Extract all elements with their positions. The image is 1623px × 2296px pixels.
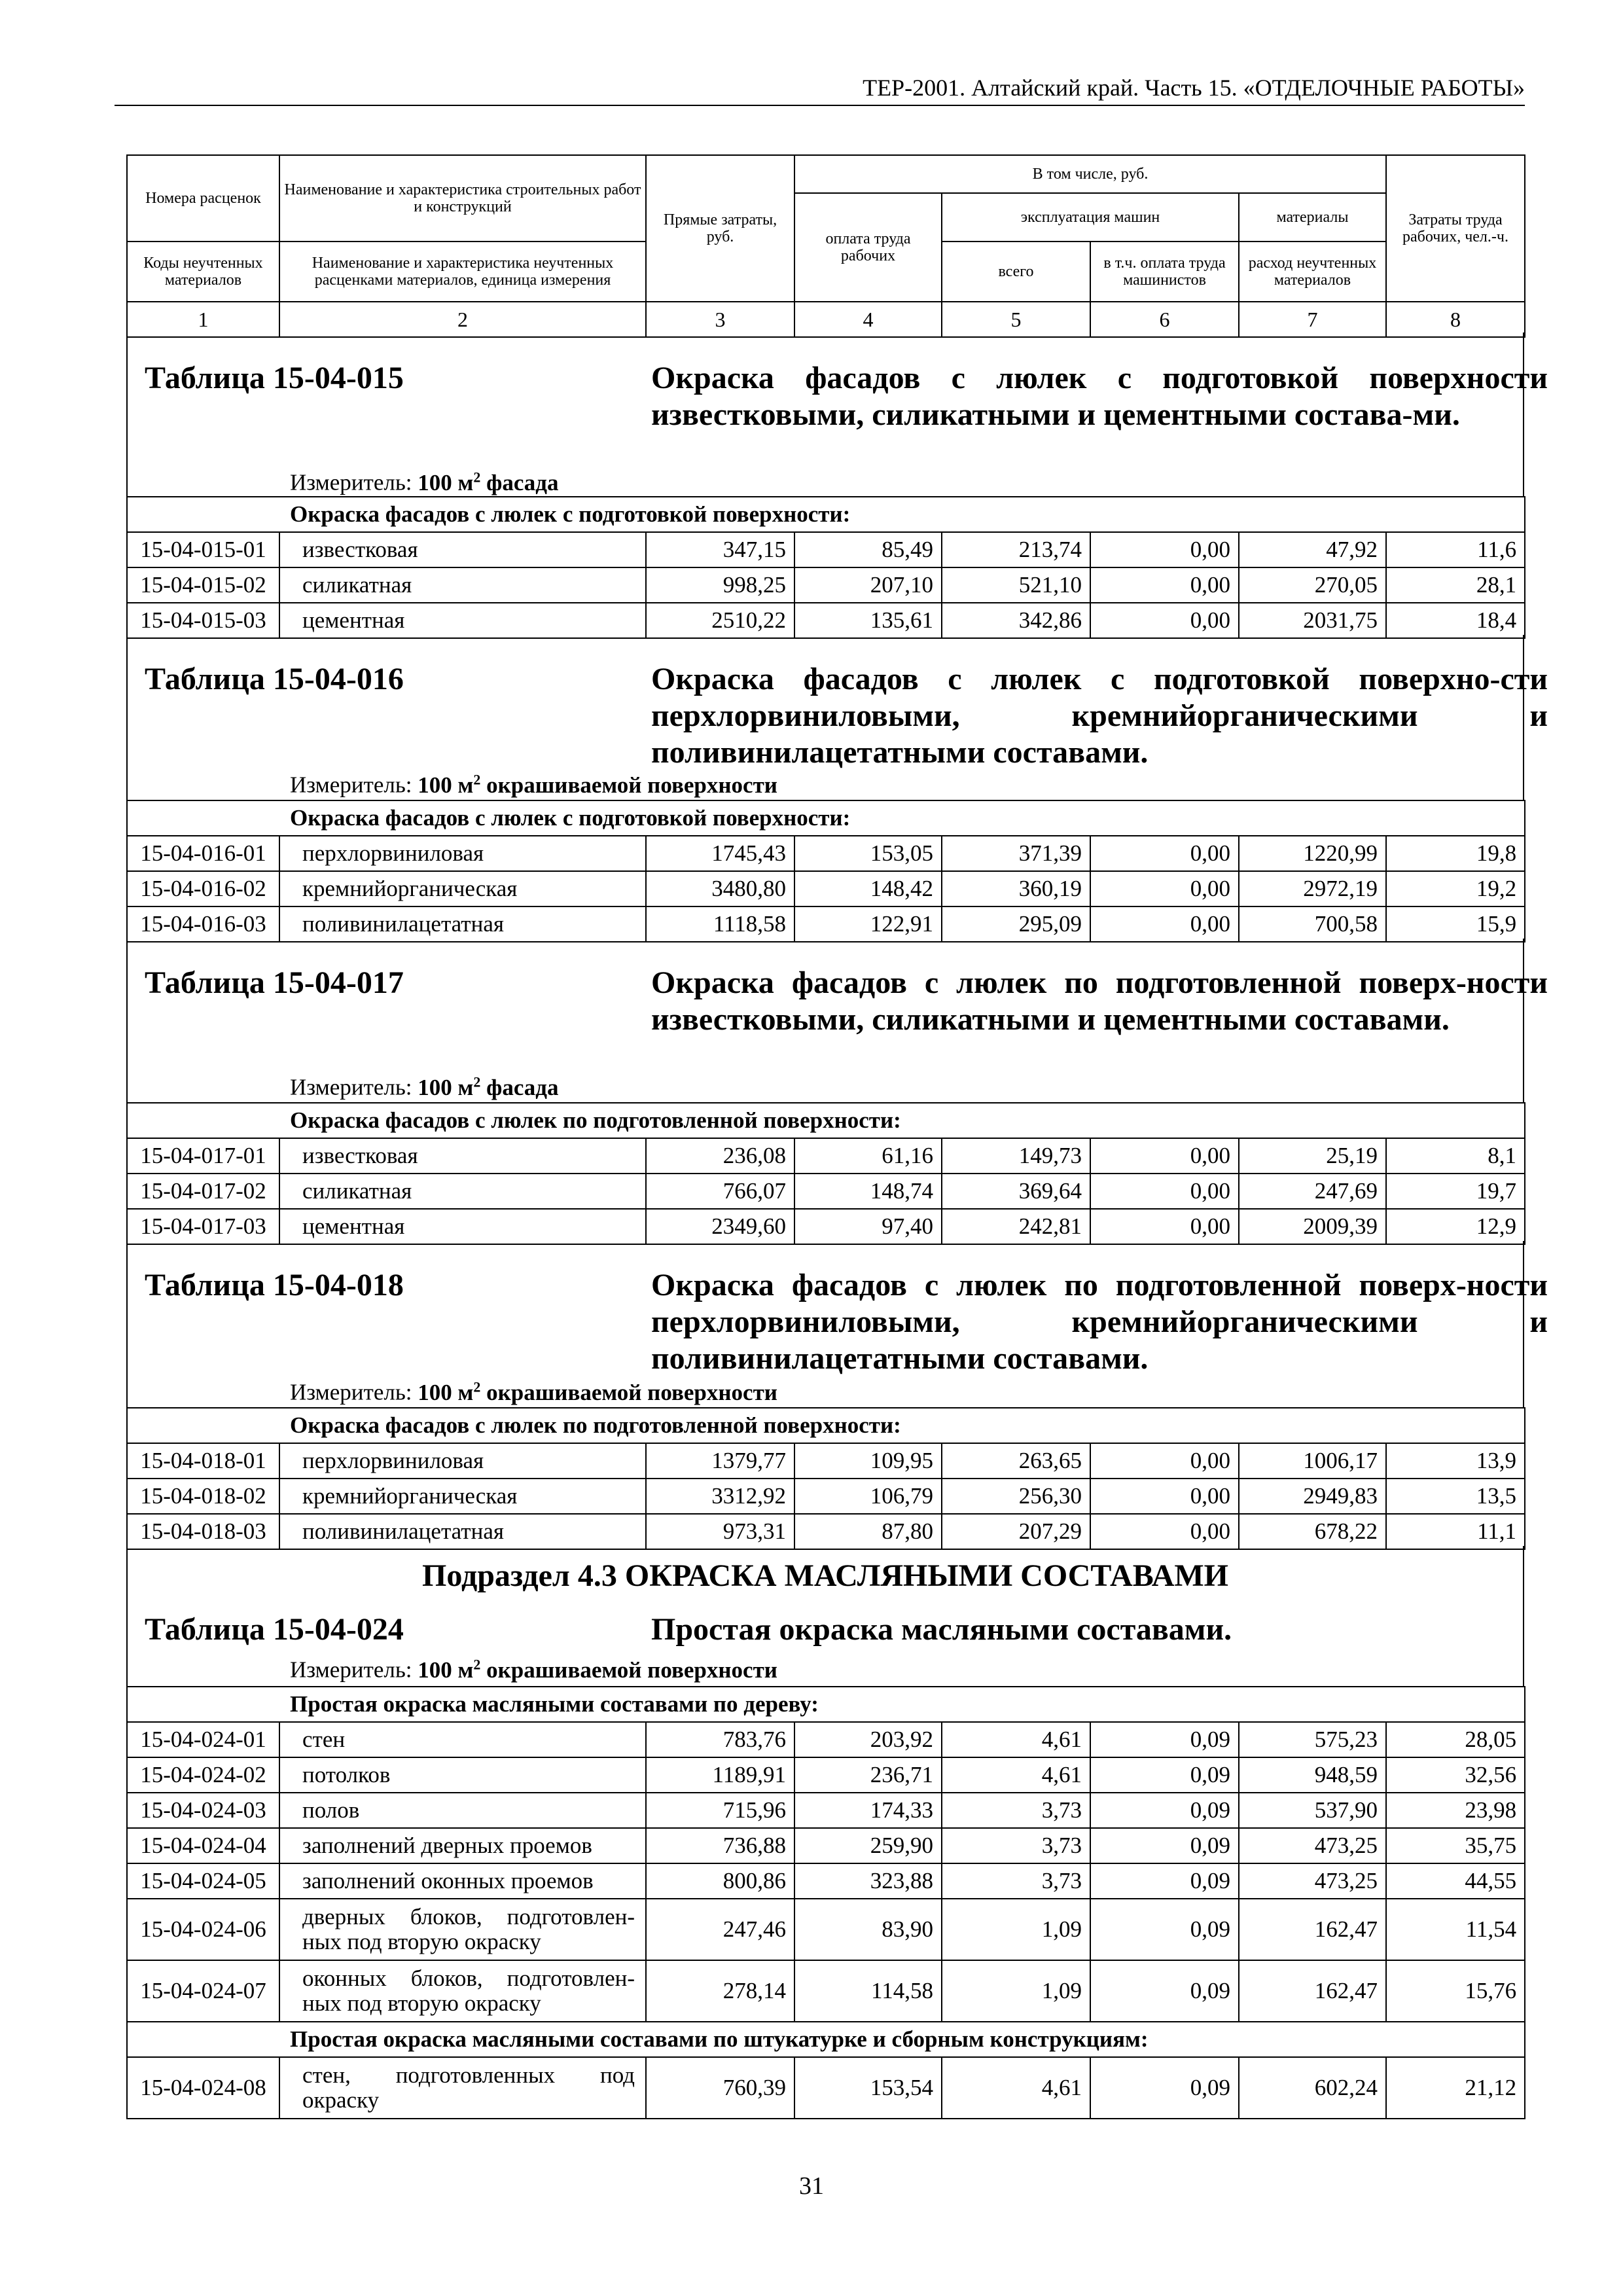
direct-costs: 715,96 [646, 1793, 794, 1828]
table-row [127, 567, 1525, 603]
rate-code: 15-04-017-01 [127, 1138, 279, 1174]
rate-name: силикатная [279, 1174, 646, 1209]
labor-pay: 97,40 [794, 1209, 942, 1244]
direct-costs: 2349,60 [646, 1209, 794, 1244]
rate-code: 15-04-015-02 [127, 567, 279, 603]
machine-total: 4,61 [942, 1722, 1090, 1757]
header-machine-total: всего [942, 242, 1090, 302]
rates-table [126, 496, 1525, 639]
table-title: Простая окраска масляными составами. [651, 1612, 1232, 1647]
table-row [127, 871, 1525, 906]
direct-costs: 1745,43 [646, 836, 794, 871]
machine-total: 342,86 [942, 603, 1090, 638]
rate-name: поливинилацетатная [279, 906, 646, 942]
subheader: Окраска фасадов с люлек с подготовкой поверхности: [127, 497, 1525, 532]
labor-cost: 13,5 [1386, 1479, 1525, 1514]
materials: 25,19 [1239, 1138, 1386, 1174]
materials: 270,05 [1239, 567, 1386, 603]
labor-pay: 236,71 [794, 1757, 942, 1793]
rate-name: цементная [279, 1209, 646, 1244]
col-number: 7 [1239, 302, 1386, 337]
labor-pay: 87,80 [794, 1514, 942, 1549]
labor-pay: 106,79 [794, 1479, 942, 1514]
machine-total: 207,29 [942, 1514, 1090, 1549]
direct-costs: 1118,58 [646, 906, 794, 942]
labor-pay: 85,49 [794, 532, 942, 567]
table-row [127, 603, 1525, 638]
machine-total: 369,64 [942, 1174, 1090, 1209]
header-material-names: Наименование и характеристика неучтенных расценками материалов, единица измерения [279, 242, 646, 302]
rate-code: 15-04-024-02 [127, 1757, 279, 1793]
rate-name: силикатная [279, 567, 646, 603]
materials: 1006,17 [1239, 1443, 1386, 1479]
table-meter: Измеритель: 100 $м^2$ фасада [290, 1073, 559, 1100]
materials: 162,47 [1239, 1899, 1386, 1960]
table-row [127, 1899, 1525, 1960]
materials: 47,92 [1239, 532, 1386, 567]
table-section [126, 939, 1548, 1102]
rate-code: 15-04-024-01 [127, 1722, 279, 1757]
rate-name: известковая [279, 532, 646, 567]
rate-name: стен [279, 1722, 646, 1757]
labor-cost: 44,55 [1386, 1863, 1525, 1899]
direct-costs: 736,88 [646, 1828, 794, 1863]
labor-pay: 135,61 [794, 603, 942, 638]
table-label: Таблица 15-04-016 [145, 662, 404, 696]
labor-cost: 19,8 [1386, 836, 1525, 871]
machinist-pay: 0,09 [1090, 1722, 1239, 1757]
direct-costs: 766,07 [646, 1174, 794, 1209]
table-title: Окраска фасадов с люлек по подготовленной поверх-ности перхлорвиниловыми, кремнийорганическими и поливинилацетатными составами. [651, 1268, 1548, 1376]
table-section [126, 332, 1548, 496]
machinist-pay: 0,00 [1090, 567, 1239, 603]
rates-table [126, 800, 1525, 942]
machinist-pay: 0,00 [1090, 1209, 1239, 1244]
rate-name: известковая [279, 1138, 646, 1174]
machine-total: 263,65 [942, 1443, 1090, 1479]
rate-name: кремнийорганическая [279, 1479, 646, 1514]
machinist-pay: 0,00 [1090, 603, 1239, 638]
rates-table [126, 1407, 1525, 1550]
header-unaccounted-materials: расход неучтенных материалов [1239, 242, 1386, 302]
machinist-pay: 0,00 [1090, 906, 1239, 942]
header-labor-pay: оплата труда рабочих [794, 193, 942, 302]
machine-total: 242,81 [942, 1209, 1090, 1244]
labor-cost: 12,9 [1386, 1209, 1525, 1244]
table-row [127, 1443, 1525, 1479]
rate-name: кремнийорганическая [279, 871, 646, 906]
rate-code: 15-04-018-03 [127, 1514, 279, 1549]
machinist-pay: 0,00 [1090, 836, 1239, 871]
materials: 247,69 [1239, 1174, 1386, 1209]
direct-costs: 236,08 [646, 1138, 794, 1174]
direct-costs: 3480,80 [646, 871, 794, 906]
rate-name: потолков [279, 1757, 646, 1793]
header-rate-numbers: Номера расценок [127, 155, 279, 242]
machinist-pay: 0,00 [1090, 1443, 1239, 1479]
header-materials: материалы [1239, 193, 1386, 242]
machine-total: 360,19 [942, 871, 1090, 906]
rate-code: 15-04-017-02 [127, 1174, 279, 1209]
materials: 537,90 [1239, 1793, 1386, 1828]
labor-cost: 21,12 [1386, 2057, 1525, 2119]
rate-code: 15-04-024-06 [127, 1899, 279, 1960]
labor-cost: 11,54 [1386, 1899, 1525, 1960]
machine-total: 295,09 [942, 906, 1090, 942]
subheader: Окраска фасадов с люлек с подготовкой поверхности: [127, 800, 1525, 836]
machinist-pay: 0,00 [1090, 1479, 1239, 1514]
col-number: 8 [1386, 302, 1525, 337]
rate-name: заполнений оконных проемов [279, 1863, 646, 1899]
labor-pay: 153,54 [794, 2057, 942, 2119]
header-direct-costs: Прямые затраты, руб. [646, 155, 794, 302]
table-meter: Измеритель: 100 $м^2$ окрашиваемой поверхности [290, 1378, 777, 1405]
rate-name: заполнений дверных проемов [279, 1828, 646, 1863]
table-row [127, 1793, 1525, 1828]
direct-costs: 973,31 [646, 1514, 794, 1549]
machine-total: 371,39 [942, 836, 1090, 871]
materials: 2031,75 [1239, 603, 1386, 638]
rate-code: 15-04-016-03 [127, 906, 279, 942]
materials: 700,58 [1239, 906, 1386, 942]
rate-code: 15-04-024-08 [127, 2057, 279, 2119]
table-row [127, 1863, 1525, 1899]
col-number: 4 [794, 302, 942, 337]
labor-pay: 323,88 [794, 1863, 942, 1899]
rate-name: оконных блоков, подготовлен-ных под вторую окраску [279, 1960, 646, 2022]
machinist-pay: 0,09 [1090, 1863, 1239, 1899]
rate-code: 15-04-016-01 [127, 836, 279, 871]
subheader: Окраска фасадов с люлек по подготовленной поверхности: [127, 1103, 1525, 1138]
machine-total: 521,10 [942, 567, 1090, 603]
labor-pay: 61,16 [794, 1138, 942, 1174]
table-row [127, 532, 1525, 567]
materials: 948,59 [1239, 1757, 1386, 1793]
materials: 2949,83 [1239, 1479, 1386, 1514]
labor-pay: 148,74 [794, 1174, 942, 1209]
header-material-codes: Коды неучтенных материалов [127, 242, 279, 302]
rate-code: 15-04-024-03 [127, 1793, 279, 1828]
machine-total: 256,30 [942, 1479, 1090, 1514]
labor-cost: 8,1 [1386, 1138, 1525, 1174]
machinist-pay: 0,09 [1090, 1899, 1239, 1960]
labor-pay: 153,05 [794, 836, 942, 871]
materials: 678,22 [1239, 1514, 1386, 1549]
rate-name: полов [279, 1793, 646, 1828]
labor-cost: 28,1 [1386, 567, 1525, 603]
table-row [127, 836, 1525, 871]
rate-code: 15-04-018-02 [127, 1479, 279, 1514]
rates-table [126, 1686, 1525, 2119]
table-label: Таблица 15-04-017 [145, 965, 404, 1000]
table-label: Таблица 15-04-015 [145, 361, 404, 395]
table-row [127, 906, 1525, 942]
table-title: Окраска фасадов с люлек с подготовкой поверхности известковыми, силикатными и цементными состава-ми. [651, 361, 1548, 432]
table-row [127, 1479, 1525, 1514]
table-row [127, 1174, 1525, 1209]
machinist-pay: 0,00 [1090, 1174, 1239, 1209]
machinist-pay: 0,09 [1090, 1960, 1239, 2022]
table-row [127, 1722, 1525, 1757]
direct-costs: 800,86 [646, 1863, 794, 1899]
direct-costs: 278,14 [646, 1960, 794, 2022]
rate-code: 15-04-015-03 [127, 603, 279, 638]
machine-total: 1,09 [942, 1960, 1090, 2022]
labor-pay: 122,91 [794, 906, 942, 942]
subheader: Простая окраска масляными составами по штукатурке и сборным конструкциям: [127, 2022, 1525, 2057]
machinist-pay: 0,00 [1090, 532, 1239, 567]
machinist-pay: 0,09 [1090, 2057, 1239, 2119]
col-number: 1 [127, 302, 279, 337]
header-including: В том числе, руб. [794, 155, 1386, 193]
col-number: 5 [942, 302, 1090, 337]
header-machine-ops: эксплуатация машин [942, 193, 1239, 242]
materials: 162,47 [1239, 1960, 1386, 2022]
labor-cost: 11,6 [1386, 532, 1525, 567]
machinist-pay: 0,09 [1090, 1828, 1239, 1863]
rate-name: цементная [279, 603, 646, 638]
table-row [127, 1828, 1525, 1863]
machine-total: 213,74 [942, 532, 1090, 567]
materials: 2972,19 [1239, 871, 1386, 906]
table-row [127, 1757, 1525, 1793]
materials: 575,23 [1239, 1722, 1386, 1757]
labor-pay: 83,90 [794, 1899, 942, 1960]
labor-cost: 19,2 [1386, 871, 1525, 906]
machine-total: 4,61 [942, 2057, 1090, 2119]
direct-costs: 247,46 [646, 1899, 794, 1960]
table-row [127, 1960, 1525, 2022]
labor-cost: 15,9 [1386, 906, 1525, 942]
labor-pay: 109,95 [794, 1443, 942, 1479]
running-head: ТЕР-2001. Алтайский край. Часть 15. «ОТДЕЛОЧНЫЕ РАБОТЫ» [115, 73, 1525, 106]
rate-name: перхлорвиниловая [279, 836, 646, 871]
table-label: Таблица 15-04-024 [145, 1612, 404, 1647]
table-section [126, 635, 1548, 800]
subsection-title: Подраздел 4.3 ОКРАСКА МАСЛЯНЫМИ СОСТАВАМИ [421, 1558, 1228, 1593]
labor-cost: 19,7 [1386, 1174, 1525, 1209]
materials: 1220,99 [1239, 836, 1386, 871]
labor-pay: 259,90 [794, 1828, 942, 1863]
header-labor-cost: Затраты труда рабочих, чел.-ч. [1386, 155, 1525, 302]
rate-code: 15-04-017-03 [127, 1209, 279, 1244]
table-section [126, 1241, 1548, 1407]
table-row [127, 1209, 1525, 1244]
table-section [126, 1546, 1524, 1686]
table-title: Окраска фасадов с люлек с подготовкой поверхно-сти перхлорвиниловыми, кремнийорганическими и поливинилацетатными составами. [651, 662, 1548, 770]
subheader: Окраска фасадов с люлек по подготовленной поверхности: [127, 1408, 1525, 1443]
table-meter: Измеритель: 100 $м^2$ окрашиваемой поверхности [290, 1656, 777, 1683]
machinist-pay: 0,09 [1090, 1793, 1239, 1828]
direct-costs: 1189,91 [646, 1757, 794, 1793]
direct-costs: 760,39 [646, 2057, 794, 2119]
table-meter: Измеритель: 100 $м^2$ окрашиваемой поверхности [290, 771, 777, 798]
machine-total: 1,09 [942, 1899, 1090, 1960]
direct-costs: 1379,77 [646, 1443, 794, 1479]
labor-pay: 148,42 [794, 871, 942, 906]
table-meter: Измеритель: 100 $м^2$ фасада [290, 469, 559, 495]
rates-table [126, 1102, 1525, 1245]
machine-total: 3,73 [942, 1828, 1090, 1863]
labor-cost: 35,75 [1386, 1828, 1525, 1863]
machinist-pay: 0,00 [1090, 871, 1239, 906]
materials: 2009,39 [1239, 1209, 1386, 1244]
direct-costs: 998,25 [646, 567, 794, 603]
labor-pay: 174,33 [794, 1793, 942, 1828]
header-machinist-pay: в т.ч. оплата труда машинистов [1090, 242, 1239, 302]
direct-costs: 2510,22 [646, 603, 794, 638]
materials: 602,24 [1239, 2057, 1386, 2119]
rate-name: перхлорвиниловая [279, 1443, 646, 1479]
labor-cost: 18,4 [1386, 603, 1525, 638]
table-row [127, 1514, 1525, 1549]
materials: 473,25 [1239, 1863, 1386, 1899]
rate-code: 15-04-024-05 [127, 1863, 279, 1899]
rate-name: поливинилацетатная [279, 1514, 646, 1549]
machine-total: 3,73 [942, 1863, 1090, 1899]
subheader: Простая окраска масляными составами по дереву: [127, 1687, 1525, 1722]
col-number: 2 [279, 302, 646, 337]
column-header [126, 154, 1525, 338]
rate-code: 15-04-018-01 [127, 1443, 279, 1479]
header-work-name: Наименование и характеристика строительных работ и конструкций [279, 155, 646, 242]
col-number: 3 [646, 302, 794, 337]
col-number: 6 [1090, 302, 1239, 337]
labor-pay: 114,58 [794, 1960, 942, 2022]
machinist-pay: 0,00 [1090, 1514, 1239, 1549]
machine-total: 4,61 [942, 1757, 1090, 1793]
labor-cost: 32,56 [1386, 1757, 1525, 1793]
labor-cost: 15,76 [1386, 1960, 1525, 2022]
direct-costs: 347,15 [646, 532, 794, 567]
machinist-pay: 0,00 [1090, 1138, 1239, 1174]
materials: 473,25 [1239, 1828, 1386, 1863]
labor-pay: 207,10 [794, 567, 942, 603]
labor-cost: 23,98 [1386, 1793, 1525, 1828]
rate-code: 15-04-024-04 [127, 1828, 279, 1863]
direct-costs: 3312,92 [646, 1479, 794, 1514]
rate-code: 15-04-024-07 [127, 1960, 279, 2022]
labor-cost: 11,1 [1386, 1514, 1525, 1549]
table-row [127, 1138, 1525, 1174]
labor-pay: 203,92 [794, 1722, 942, 1757]
rate-name: стен, подготовленных под окраску [279, 2057, 646, 2119]
labor-cost: 28,05 [1386, 1722, 1525, 1757]
machine-total: 3,73 [942, 1793, 1090, 1828]
table-title: Окраска фасадов с люлек по подготовленной поверх-ности известковыми, силикатными и цементными составами. [651, 965, 1548, 1037]
table-label: Таблица 15-04-018 [145, 1268, 404, 1302]
machinist-pay: 0,09 [1090, 1757, 1239, 1793]
labor-cost: 13,9 [1386, 1443, 1525, 1479]
direct-costs: 783,76 [646, 1722, 794, 1757]
rate-name: дверных блоков, подготовлен-ных под вторую окраску [279, 1899, 646, 1960]
table-row [127, 2057, 1525, 2119]
rate-code: 15-04-016-02 [127, 871, 279, 906]
page-number: 31 [799, 2172, 824, 2200]
rate-code: 15-04-015-01 [127, 532, 279, 567]
machine-total: 149,73 [942, 1138, 1090, 1174]
